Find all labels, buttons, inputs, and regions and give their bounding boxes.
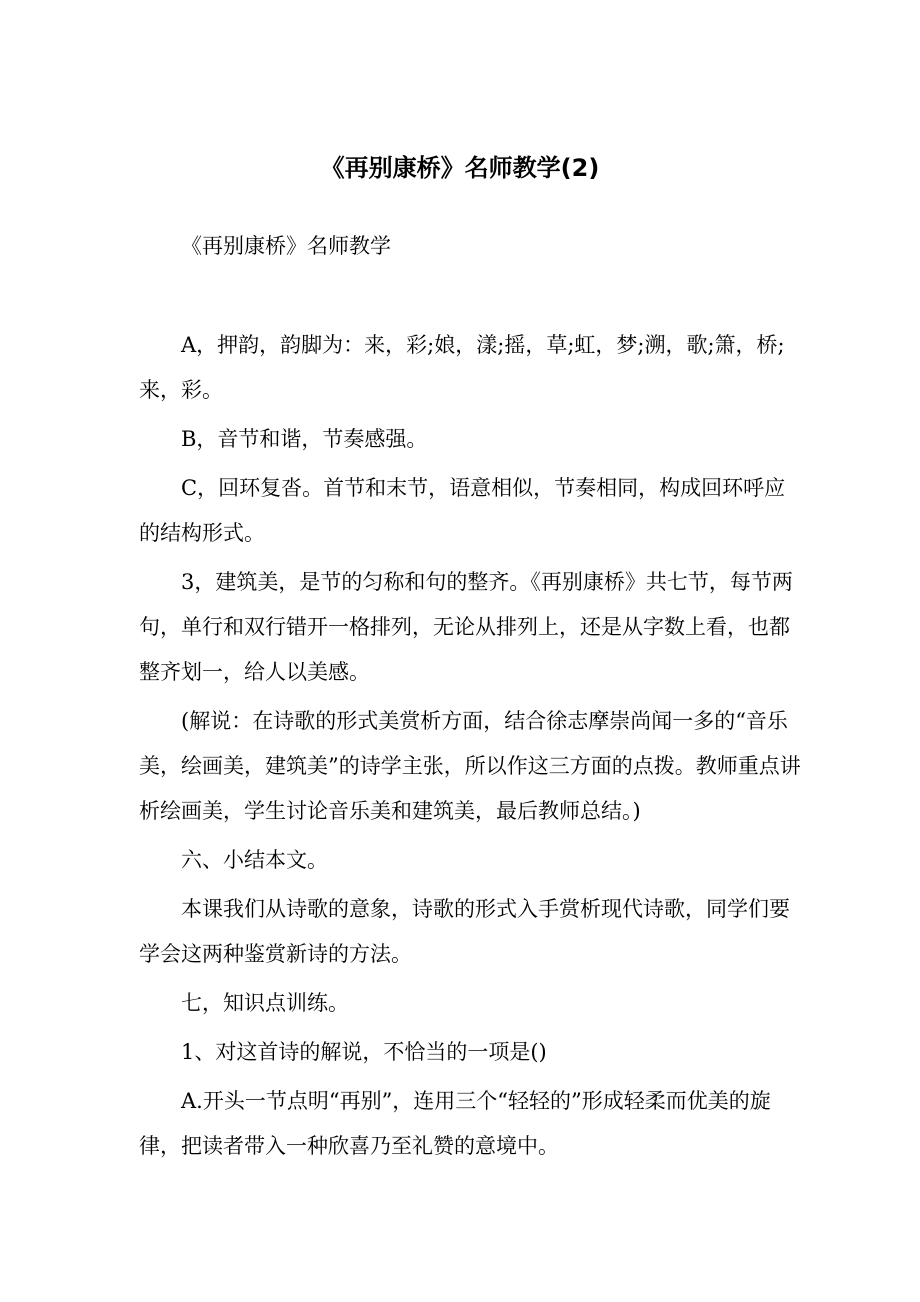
paragraph-architecture: 3，建筑美，是节的匀称和句的整齐。《再别康桥》共七节，每节两句，单行和双行错开一格排列，无论从排列上，还是从字数上看，也都整齐划一，给人以美感。: [139, 570, 793, 684]
paragraph-refrain: C，回环复沓。首节和末节，语意相似，节奏相同，构成回环呼应的结构形式。: [139, 476, 786, 545]
paragraph-exercise-heading: 七，知识点训练。: [181, 991, 349, 1015]
document-body: [139, 224, 803, 1169]
paragraph-summary-heading: 六、小结本文。: [181, 848, 328, 872]
paragraph-subtitle: 《再别康桥》名师教学: [181, 234, 391, 258]
document-title: 《再别康桥》名师教学(2): [320, 154, 600, 182]
paragraph-question-1: 1、对这首诗的解说，不恰当的一项是(): [181, 1040, 547, 1064]
paragraph-rhythm: B，音节和谐，节奏感强。: [181, 427, 428, 451]
paragraph-rhyme: A，押韵，韵脚为：来，彩;娘，漾;摇，草;虹，梦;溯，歌;箫，桥;来，彩。: [139, 333, 785, 402]
paragraph-commentary: (解说：在诗歌的形式美赏析方面，结合徐志摩崇尚闻一多的“音乐美，绘画美，建筑美”的诗学主张，所以作这三方面的点拨。教师重点讲析绘画美，学生讨论音乐美和建筑美，最后教师总结。): [139, 709, 801, 823]
paragraph-option-a: A.开头一节点明“再别”，连用三个“轻轻的”形成轻柔而优美的旋律，把读者带入一种欣喜乃至礼赞的意境中。: [139, 1089, 771, 1158]
paragraph-summary: 本课我们从诗歌的意象，诗歌的形式入手赏析现代诗歌，同学们要学会这两种鉴赏新诗的方法。: [139, 897, 790, 966]
